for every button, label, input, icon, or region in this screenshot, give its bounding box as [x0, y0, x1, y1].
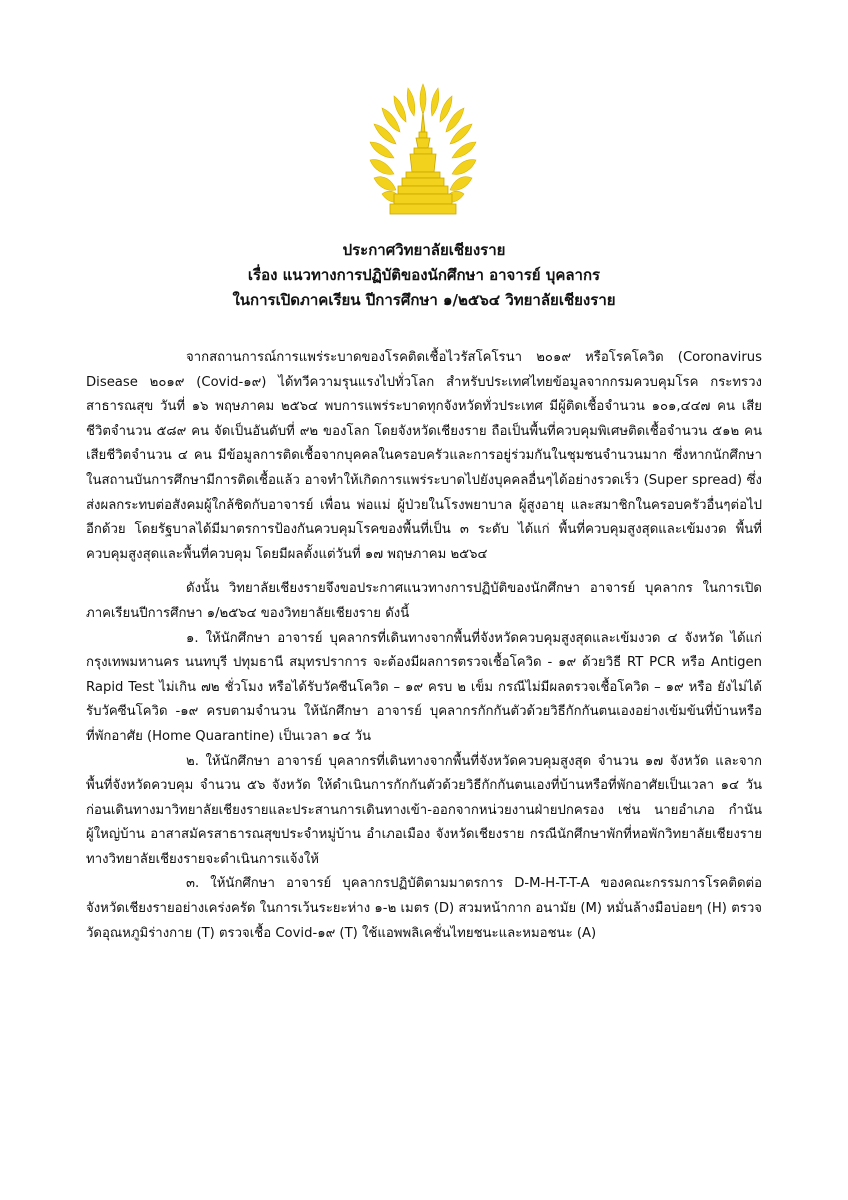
- university-logo: [364, 82, 482, 222]
- announcement-body: [86, 346, 762, 946]
- announcement-heading: [0, 238, 848, 313]
- intro-paragraph: จากสถานการณ์การแพร่ระบาดของโรคติดเชื้อไวรัสโคโรนา ๒๐๑๙ หรือโรคโควิด (Coronavirus Disease ๒๐๑๙ (Covid-๑๙) ได้ทวีความรุนแรงไปทั่วโลก สำหรับประเทศไทยข้อมูลจากกรมควบคุมโรค กระทรวงสาธารณสุข วันที่ ๑๖ พฤษภาคม ๒๕๖๔ พบการแพร่ระบาดทุกจังหวัดทั่วประเทศ มีผู้ติดเชื้อจำนวน ๑๐๑,๔๔๗ คน เสียชีวิตจำนวน ๕๘๙ คน จัดเป็นอันดับที่ ๙๒ ของโลก โดยจังหวัดเชียงราย ถือเป็นพื้นที่ควบคุมพิเศษติดเชื้อจำนวน ๕๑๒ คน เสียชีวิตจำนวน ๔ คน มีข้อมูลการติดเชื้อจากบุคคลในครอบครัวและการอยู่ร่วมกันในชุมชนจำนวนมาก ซึ่งหากนักศึกษาในสถานบันการศึกษามีการติดเชื้อแล้ว อาจทำให้เกิดการแพร่ระบาดไปยังบุคคลอื่นๆได้อย่างรวดเร็ว (Super spread) ซึ่งส่งผลกระทบต่อสังคมผู้ใกล้ชิดกับอาจารย์ เพื่อน พ่อแม่ ผู้ป่วยในโรงพยาบาล ผู้สูงอายุ และสมาชิกในครอบครัวอื่นๆต่อไปอีกด้วย โดยรัฐบาลได้มีมาตรการป้องกันควบคุมโรคของพื้นที่เป็น ๓ ระดับ ได้แก่ พื้นที่ควบคุมสูงสุดและเข้มงวด พื้นที่ควบคุมสูงสุดและพื้นที่ควบคุม โดยมีผลตั้งแต่วันที่ ๑๗ พฤษภาคม ๒๕๖๔: [86, 350, 762, 562]
- guideline-item-3: ๓. ให้นักศึกษา อาจารย์ บุคลากรปฏิบัติตามมาตรการ D-M-H-T-T-A ของคณะกรรมการโรคติดต่อจังหวัดเชียงรายอย่างเคร่งครัด ในการเว้นระยะห่าง ๑-๒ เมตร (D) สวมหน้ากาก อนามัย (M) หมั่นล้างมือบ่อยๆ (H) ตรวจวัดอุณหภูมิร่างกาย (T) ตรวจเชื้อ Covid-๑๙ (T) ใช้แอพพลิเคชั่นไทยชนะและหมอชนะ (A): [86, 876, 762, 941]
- announce-paragraph: ดังนั้น วิทยาลัยเชียงรายจึงขอประกาศแนวทางการปฏิบัติของนักศึกษา อาจารย์ บุคลากร ในการเปิดภาคเรียนปีการศึกษา ๑/๒๕๖๔ ของวิทยาลัยเชียงราย ดังนี้: [86, 581, 762, 621]
- announcement-subject: เรื่อง แนวทางการปฏิบัติของนักศึกษา อาจารย์ บุคลากร: [247, 266, 601, 284]
- announcement-title: ประกาศวิทยาลัยเชียงราย: [342, 241, 506, 259]
- guideline-item-1: ๑. ให้นักศึกษา อาจารย์ บุคลากรที่เดินทางจากพื้นที่จังหวัดควบคุมสูงสุดและเข้มงวด ๔ จังหวัด ได้แก่ กรุงเทพมหานคร นนทบุรี ปทุมธานี สมุทรปราการ จะต้องมีผลการตรวจเชื้อโควิด - ๑๙ ด้วยวิธี RT PCR หรือ Antigen Rapid Test ไม่เกิน ๗๒ ชั่วโมง หรือได้รับวัคซีนโควิด – ๑๙ ครบ ๒ เข็ม กรณีไม่มีผลตรวจเชื้อโควิด – ๑๙ หรือ ยังไม่ได้รับวัคซีนโควิด -๑๙ ครบตามจำนวน ให้นักศึกษา อาจารย์ บุคลากรกักกันตัวด้วยวิธีกักกันตนเองอย่างเข้มข้นที่บ้านหรือที่พักอาศัย (Home Quarantine) เป็นเวลา ๑๔ วัน: [86, 630, 762, 744]
- announcement-subject-term: ในการเปิดภาคเรียน ปีการศึกษา ๑/๒๕๖๔ วิทยาลัยเชียงราย: [232, 291, 616, 309]
- university-seal-icon: [364, 82, 482, 222]
- guideline-item-2: ๒. ให้นักศึกษา อาจารย์ บุคลากรที่เดินทางจากพื้นที่จังหวัดควบคุมสูงสุด จำนวน ๑๗ จังหวัด และจากพื้นที่จังหวัดควบคุม จำนวน ๕๖ จังหวัด ให้ดำเนินการกักกันตัวด้วยวิธีกักกันตนเองที่บ้านหรือที่พักอาศัยเป็นเวลา ๑๔ วัน ก่อนเดินทางมาวิทยาลัยเชียงรายและประสานการเดินทางเข้า-ออกจากหน่วยงานฝ่ายปกครอง เช่น นายอำเภอ กำนัน ผู้ใหญ่บ้าน อาสาสมัครสาธารณสุขประจำหมู่บ้าน อำเภอเมือง จังหวัดเชียงราย กรณีนักศึกษาพักที่หอพักวิทยาลัยเชียงรายทางวิทยาลัยเชียงรายจะดำเนินการแจ้งให้: [86, 753, 762, 867]
